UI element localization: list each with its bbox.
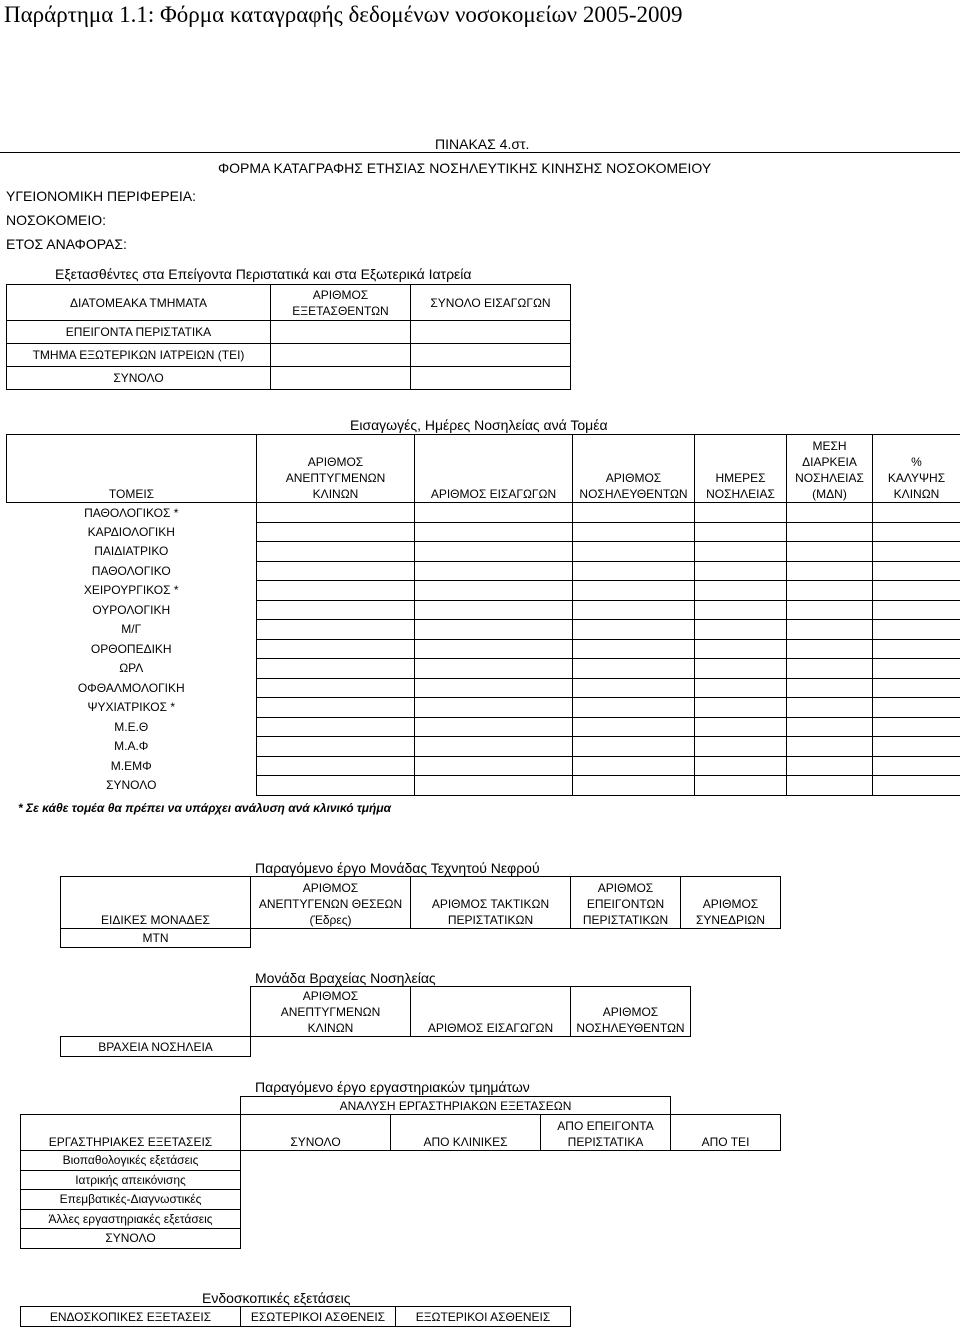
input-cell[interactable] [873, 600, 960, 620]
section-heading-dialysis: Παραγόμενο έργο Μονάδας Τεχνητού Νεφρού [255, 860, 540, 876]
input-cell[interactable] [695, 600, 787, 620]
input-cell[interactable] [787, 522, 873, 542]
input-cell[interactable] [257, 620, 415, 640]
input-cell[interactable] [873, 698, 960, 718]
input-cell[interactable] [411, 1037, 571, 1057]
input-cell[interactable] [573, 678, 695, 698]
table-row [21, 1209, 781, 1229]
input-cell[interactable] [257, 561, 415, 581]
input-cell[interactable] [251, 1037, 411, 1057]
row-label: ΩΡΛ [119, 661, 144, 676]
input-cell[interactable] [391, 1151, 541, 1171]
col-header: ΑΡΙΘΜΟΣ ΝΟΣΗΛΕΥΘΕΝΤΩΝ [571, 987, 691, 1037]
col-header: ΑΡΙΘΜΟΣ ΑΝΕΠΤΥΓΜΕΝΩΝ ΚΛΙΝΩΝ [257, 435, 415, 503]
input-cell[interactable] [873, 620, 960, 640]
col-header: ΑΡΙΘΜΟΣ ΕΙΣΑΓΩΓΩΝ [411, 987, 571, 1037]
col-header: ΕΙΔΙΚΕΣ ΜΟΝΑΔΕΣ [61, 877, 251, 929]
table-row [7, 737, 960, 757]
table-row [7, 561, 960, 581]
input-cell[interactable] [271, 321, 411, 344]
input-cell[interactable] [873, 659, 960, 679]
input-cell[interactable] [573, 503, 695, 523]
input-cell[interactable] [787, 620, 873, 640]
input-cell[interactable] [787, 503, 873, 523]
section-heading-endoscopy: Ενδοσκοπικές εξετάσεις [202, 1290, 351, 1306]
input-cell[interactable] [271, 367, 411, 390]
col-header: ΑΠΟ ΤΕΙ [671, 1115, 781, 1151]
input-cell[interactable] [573, 620, 695, 640]
input-cell[interactable] [415, 503, 573, 523]
input-cell[interactable] [695, 581, 787, 601]
input-cell[interactable] [241, 1209, 391, 1229]
row-label: ΠΑΘΟΛΟΓΙΚΟΣ * [84, 505, 179, 520]
input-cell[interactable] [573, 737, 695, 757]
input-cell[interactable] [573, 717, 695, 737]
input-cell[interactable] [787, 581, 873, 601]
input-cell[interactable] [257, 776, 415, 796]
input-cell[interactable] [241, 1151, 391, 1171]
input-cell[interactable] [257, 698, 415, 718]
er-table [6, 284, 571, 390]
row-label: Επεμβατικές-Διαγνωστικές [21, 1190, 241, 1210]
input-cell[interactable] [391, 1209, 541, 1229]
row-label: ΨΥΧΙΑΤΡΙΚΟΣ * [87, 700, 176, 715]
input-cell[interactable] [415, 756, 573, 776]
table-row [21, 1170, 781, 1190]
input-cell[interactable] [257, 522, 415, 542]
input-cell[interactable] [257, 542, 415, 562]
input-cell[interactable] [257, 600, 415, 620]
divider [0, 152, 960, 153]
table-row [7, 659, 960, 679]
input-cell[interactable] [671, 1209, 781, 1229]
col-header: ΑΠΟ ΚΛΙΝΙΚΕΣ [391, 1115, 541, 1151]
col-header: ΑΡΙΘΜΟΣ ΕΙΣΑΓΩΓΩΝ [415, 435, 573, 503]
input-cell[interactable] [787, 717, 873, 737]
input-cell[interactable] [873, 561, 960, 581]
form-title: ΦΟΡΜΑ ΚΑΤΑΓΡΑΦΗΣ ΕΤΗΣΙΑΣ ΝΟΣΗΛΕΥΤΙΚΗΣ ΚΙΝΗΣΗΣ ΝΟΣΟΚΟΜΕΙΟΥ [218, 160, 712, 176]
row-label: ΟΥΡΟΛΟΓΙΚΗ [92, 602, 171, 617]
input-cell[interactable] [257, 503, 415, 523]
col-header: ΑΡΙΘΜΟΣ ΕΞΕΤΑΣΘΕΝΤΩΝ [271, 285, 411, 321]
col-header: ΑΡΙΘΜΟΣ ΑΝΕΠΤΥΓΕΝΩΝ ΘΕΣΕΩΝ (Έδρες) [251, 877, 411, 929]
input-cell[interactable] [241, 1190, 391, 1210]
row-label: ΠΑΙΔΙΑΤΡΙΚΟ [94, 544, 169, 559]
input-cell[interactable] [573, 698, 695, 718]
input-cell[interactable] [787, 776, 873, 796]
input-cell[interactable] [573, 659, 695, 679]
input-cell[interactable] [695, 659, 787, 679]
input-cell[interactable] [257, 756, 415, 776]
labs-table [20, 1096, 781, 1249]
input-cell[interactable] [415, 698, 573, 718]
input-cell[interactable] [241, 1170, 391, 1190]
input-cell[interactable] [251, 929, 411, 948]
input-cell[interactable] [695, 717, 787, 737]
row-label: ΤΜΗΜΑ ΕΞΩΤΕΡΙΚΩΝ ΙΑΤΡΕΙΩΝ (ΤΕΙ) [7, 344, 271, 367]
row-label: ΣΥΝΟΛΟ [106, 778, 157, 793]
table-row [7, 581, 960, 601]
input-cell[interactable] [787, 698, 873, 718]
input-cell[interactable] [391, 1170, 541, 1190]
col-group-header: ΑΝΑΛΥΣΗ ΕΡΓΑΣΤΗΡΙΑΚΩΝ ΕΞΕΤΑΣΕΩΝ [241, 1097, 671, 1115]
row-label: Μ.ΕΜΦ [110, 758, 152, 773]
input-cell[interactable] [671, 1170, 781, 1190]
input-cell[interactable] [241, 1229, 391, 1249]
table-row [7, 600, 960, 620]
table-row [7, 678, 960, 698]
input-cell[interactable] [415, 776, 573, 796]
input-cell[interactable] [541, 1170, 671, 1190]
page-title: Παράρτημα 1.1: Φόρμα καταγραφής δεδομένων νοσοκομείων 2005-2009 [4, 2, 683, 27]
input-cell[interactable] [411, 367, 571, 390]
input-cell[interactable] [411, 321, 571, 344]
row-label: ΜΤΝ [61, 929, 251, 948]
input-cell[interactable] [257, 678, 415, 698]
input-cell[interactable] [541, 1229, 671, 1249]
col-header: ΑΡΙΘΜΟΣ ΝΟΣΗΛΕΥΘΕΝΤΩΝ [573, 435, 695, 503]
input-cell[interactable] [873, 776, 960, 796]
input-cell[interactable] [695, 503, 787, 523]
input-cell[interactable] [695, 542, 787, 562]
input-cell[interactable] [257, 581, 415, 601]
col-header: ΣΥΝΟΛΟ ΕΙΣΑΓΩΓΩΝ [411, 285, 571, 321]
row-label: Άλλες εργαστηριακές εξετάσεις [21, 1209, 241, 1229]
input-cell[interactable] [415, 561, 573, 581]
field-year: ΕΤΟΣ ΑΝΑΦΟΡΑΣ: [6, 236, 127, 252]
col-header: ΕΞΩΤΕΡΙΚΟΙ ΑΣΘΕΝΕΙΣ [396, 1307, 571, 1327]
table-row [21, 1190, 781, 1210]
input-cell[interactable] [415, 737, 573, 757]
input-cell[interactable] [257, 737, 415, 757]
blank-header [61, 987, 251, 1037]
field-region: ΥΓΕΙΟΝΟΜΙΚΗ ΠΕΡΙΦΕΡΕΙΑ: [6, 188, 197, 204]
endoscopy-table [20, 1306, 571, 1327]
row-label: Μ/Γ [121, 622, 142, 637]
col-header: ΕΝΔΟΣΚΟΠΙΚΕΣ ΕΞΕΤΑΣΕΙΣ [21, 1307, 241, 1327]
input-cell[interactable] [671, 1151, 781, 1171]
input-cell[interactable] [873, 639, 960, 659]
input-cell[interactable] [571, 1037, 691, 1057]
row-label: Μ.Ε.Θ [114, 719, 149, 734]
col-header: ΣΥΝΟΛΟ [241, 1115, 391, 1151]
input-cell[interactable] [415, 620, 573, 640]
input-cell[interactable] [573, 542, 695, 562]
col-header: ΜΕΣΗ ΔΙΑΡΚΕΙΑ ΝΟΣΗΛΕΙΑΣ (ΜΔΝ) [787, 435, 873, 503]
input-cell[interactable] [571, 929, 681, 948]
input-cell[interactable] [695, 756, 787, 776]
row-label: ΟΡΘΟΠΕΔΙΚΗ [90, 641, 172, 656]
input-cell[interactable] [415, 639, 573, 659]
input-cell[interactable] [391, 1229, 541, 1249]
col-header: % ΚΑΛΥΨΗΣ ΚΛΙΝΩΝ [873, 435, 960, 503]
input-cell[interactable] [787, 659, 873, 679]
input-cell[interactable] [415, 581, 573, 601]
table-row [7, 698, 960, 718]
input-cell[interactable] [415, 600, 573, 620]
table-row [7, 639, 960, 659]
input-cell[interactable] [257, 639, 415, 659]
row-label: ΕΠΕΙΓΟΝΤΑ ΠΕΡΙΣΤΑΤΙΚΑ [7, 321, 271, 344]
col-header: ΤΟΜΕΙΣ [7, 435, 257, 503]
input-cell[interactable] [695, 639, 787, 659]
input-cell[interactable] [257, 659, 415, 679]
input-cell[interactable] [695, 678, 787, 698]
section-heading-sectors: Εισαγωγές, Ημέρες Νοσηλείας ανά Τομέα [350, 417, 608, 433]
input-cell[interactable] [541, 1190, 671, 1210]
input-cell[interactable] [257, 717, 415, 737]
row-label: ΒΡΑΧΕΙΑ ΝΟΣΗΛΕΙΑ [61, 1037, 251, 1057]
input-cell[interactable] [573, 522, 695, 542]
input-cell[interactable] [695, 776, 787, 796]
input-cell[interactable] [415, 542, 573, 562]
input-cell[interactable] [415, 678, 573, 698]
row-label: Μ.Α.Φ [114, 739, 149, 754]
input-cell[interactable] [573, 756, 695, 776]
row-label: ΣΥΝΟΛΟ [21, 1229, 241, 1249]
dialysis-table [60, 876, 781, 948]
table-row [21, 1151, 781, 1171]
input-cell[interactable] [573, 561, 695, 581]
input-cell[interactable] [681, 929, 781, 948]
table-row [7, 717, 960, 737]
row-label: Ιατρικής απεικόνισης [21, 1170, 241, 1190]
col-header: ΑΠΟ ΕΠΕΙΓΟΝΤΑ ΠΕΡΙΣΤΑΤΙΚΑ [541, 1115, 671, 1151]
input-cell[interactable] [787, 737, 873, 757]
sectors-table [6, 434, 960, 796]
input-cell[interactable] [873, 756, 960, 776]
input-cell[interactable] [671, 1229, 781, 1249]
row-label: ΠΑΘΟΛΟΓΙΚΟ [91, 563, 171, 578]
table-row [7, 522, 960, 542]
table-number: ΠΙΝΑΚΑΣ 4.στ. [435, 136, 530, 152]
input-cell[interactable] [787, 678, 873, 698]
input-cell[interactable] [411, 929, 571, 948]
table-row [7, 620, 960, 640]
col-header: ΗΜΕΡΕΣ ΝΟΣΗΛΕΙΑΣ [695, 435, 787, 503]
input-cell[interactable] [873, 503, 960, 523]
input-cell[interactable] [787, 639, 873, 659]
section-heading-labs: Παραγόμενο έργο εργαστηριακών τμημάτων [255, 1079, 530, 1095]
input-cell[interactable] [573, 581, 695, 601]
input-cell[interactable] [695, 620, 787, 640]
col-header: ΑΡΙΘΜΟΣ ΑΝΕΠΤΥΓΜΕΝΩΝ ΚΛΙΝΩΝ [251, 987, 411, 1037]
input-cell[interactable] [695, 698, 787, 718]
input-cell[interactable] [873, 678, 960, 698]
input-cell[interactable] [873, 581, 960, 601]
input-cell[interactable] [415, 717, 573, 737]
input-cell[interactable] [415, 659, 573, 679]
input-cell[interactable] [787, 756, 873, 776]
col-header: ΕΣΩΤΕΡΙΚΟΙ ΑΣΘΕΝΕΙΣ [241, 1307, 396, 1327]
section-heading-er: Εξετασθέντες στα Επείγοντα Περιστατικά και στα Εξωτερικά Ιατρεία [55, 266, 472, 282]
input-cell[interactable] [787, 561, 873, 581]
table-row [7, 542, 960, 562]
input-cell[interactable] [787, 542, 873, 562]
input-cell[interactable] [541, 1151, 671, 1171]
input-cell[interactable] [573, 639, 695, 659]
row-label: ΚΑΡΔΙΟΛΟΓΙΚΗ [87, 524, 175, 539]
input-cell[interactable] [391, 1190, 541, 1210]
input-cell[interactable] [573, 776, 695, 796]
col-header: ΔΙΑΤΟΜΕΑΚΑ ΤΜΗΜΑΤΑ [7, 285, 271, 321]
input-cell[interactable] [873, 717, 960, 737]
input-cell[interactable] [695, 522, 787, 542]
input-cell[interactable] [541, 1209, 671, 1229]
field-hospital: ΝΟΣΟΚΟΜΕΙΟ: [6, 212, 107, 228]
row-label: ΟΦΘΑΛΜΟΛΟΓΙΚΗ [77, 680, 185, 695]
short-stay-table [60, 986, 691, 1057]
row-label: Βιοπαθολογικές εξετάσεις [21, 1151, 241, 1171]
input-cell[interactable] [411, 344, 571, 367]
input-cell[interactable] [873, 737, 960, 757]
input-cell[interactable] [695, 737, 787, 757]
row-label: ΣΥΝΟΛΟ [7, 367, 271, 390]
table-row [7, 776, 960, 796]
section-heading-short-stay: Μονάδα Βραχείας Νοσηλείας [255, 970, 436, 986]
row-label: ΧΕΙΡΟΥΡΓΙΚΟΣ * [83, 583, 179, 598]
input-cell[interactable] [787, 600, 873, 620]
input-cell[interactable] [695, 561, 787, 581]
table-row [7, 756, 960, 776]
col-header: ΑΡΙΘΜΟΣ ΕΠΕΙΓΟΝΤΩΝ ΠΕΡΙΣΤΑΤΙΚΩΝ [571, 877, 681, 929]
input-cell[interactable] [873, 542, 960, 562]
input-cell[interactable] [671, 1190, 781, 1210]
col-header: ΑΡΙΘΜΟΣ ΣΥΝΕΔΡΙΩΝ [681, 877, 781, 929]
table-row [7, 503, 960, 523]
input-cell[interactable] [573, 600, 695, 620]
footnote: * Σε κάθε τομέα θα πρέπει να υπάρχει ανάλυση ανά κλινικό τμήμα [18, 801, 392, 815]
table-row [21, 1229, 781, 1249]
input-cell[interactable] [271, 344, 411, 367]
col-header: ΕΡΓΑΣΤΗΡΙΑΚΕΣ ΕΞΕΤΑΣΕΙΣ [21, 1115, 241, 1151]
input-cell[interactable] [415, 522, 573, 542]
col-header: ΑΡΙΘΜΟΣ ΤΑΚΤΙΚΩΝ ΠΕΡΙΣΤΑΤΙΚΩΝ [411, 877, 571, 929]
input-cell[interactable] [873, 522, 960, 542]
